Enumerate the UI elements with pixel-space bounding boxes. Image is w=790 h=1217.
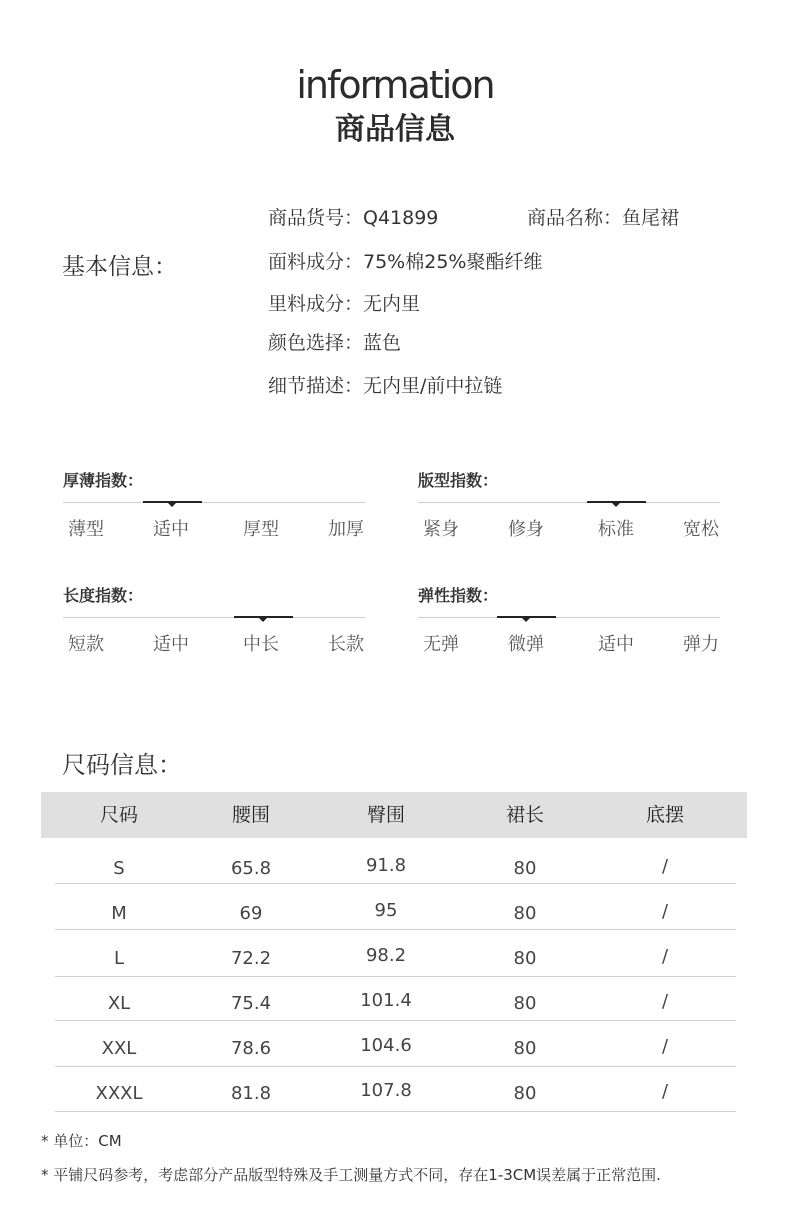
row-divider [55,1066,736,1067]
length-index-track [63,617,365,618]
fit-index-caret [612,503,620,507]
fit-option: 宽松 [683,519,719,540]
cell-length: 80 [513,948,537,969]
cell-hip: 104.6 [360,1035,412,1056]
row-divider [55,1020,736,1021]
cell-hem: / [661,991,669,1012]
thickness-index-label: 厚薄指数： [63,471,144,490]
detail-description: 细节描述：无内里/前中拉链 [268,375,503,397]
header-waist: 腰围 [231,804,270,826]
cell-waist: 78.6 [230,1038,272,1059]
fit-option: 修身 [508,519,544,540]
cell-size: M [111,903,127,924]
cell-hem: / [661,946,669,967]
cell-size: XXXL [95,1083,143,1104]
cell-waist: 75.4 [230,993,272,1014]
cell-hem: / [661,1036,669,1057]
item-number: 商品货号：Q41899 [268,207,439,229]
elasticity-option: 弹力 [683,634,719,655]
length-option: 适中 [153,634,189,655]
header-size: 尺码 [99,804,138,826]
row-divider [55,1111,736,1112]
header-hem: 底摆 [645,804,684,826]
fabric-composition: 面料成分：75%棉25%聚酯纤维 [268,251,543,273]
cell-size: L [113,948,125,969]
thickness-option: 薄型 [68,519,104,540]
thickness-option: 加厚 [328,519,364,540]
cell-waist: 81.8 [230,1083,272,1104]
thickness-option: 厚型 [243,519,279,540]
fit-index-track [418,502,720,503]
cell-hem: / [661,1081,669,1102]
measurement-disclaimer: * 平铺尺码参考，考虑部分产品版型特殊及手工测量方式不同，存在1-3CM误差属于正常范围. [41,1166,661,1184]
color-choice: 颜色选择：蓝色 [268,332,402,354]
lining-composition: 里料成分：无内里 [268,293,421,315]
size-table-header [41,792,747,838]
cell-hem: / [661,856,669,877]
elasticity-option: 无弹 [423,634,459,655]
header-hip: 臀围 [366,804,405,826]
length-option-selected: 中长 [243,634,279,655]
length-option: 长款 [328,634,364,655]
length-option: 短款 [68,634,104,655]
elasticity-index-track [418,617,720,618]
elasticity-index-caret [522,618,530,622]
cell-length: 80 [513,1083,537,1104]
title-english: information [296,63,494,107]
length-index-label: 长度指数： [63,586,144,605]
length-index-caret [259,618,267,622]
row-divider [55,883,736,884]
cell-length: 80 [513,858,537,879]
thickness-option-selected: 适中 [153,519,189,540]
elasticity-index-label: 弹性指数： [418,586,499,605]
cell-size: XL [107,993,131,1014]
cell-hip: 101.4 [360,990,412,1011]
item-name: 商品名称：鱼尾裙 [527,207,680,229]
basic-info-label: 基本信息： [62,254,177,280]
fit-option-selected: 标准 [598,519,634,540]
cell-hem: / [661,901,669,922]
elasticity-option-selected: 微弹 [508,634,544,655]
size-info-label: 尺码信息： [62,751,182,779]
header-skirt-length: 裙长 [505,804,544,826]
cell-waist: 69 [239,903,263,924]
unit-note: * 单位：CM [41,1132,122,1150]
cell-hip: 95 [374,900,398,921]
thickness-index-track [63,502,365,503]
fit-option: 紧身 [423,519,459,540]
elasticity-option: 适中 [598,634,634,655]
cell-hip: 98.2 [365,945,407,966]
row-divider [55,929,736,930]
cell-length: 80 [513,903,537,924]
cell-waist: 65.8 [230,858,272,879]
cell-length: 80 [513,1038,537,1059]
title-chinese: 商品信息 [335,112,455,147]
cell-waist: 72.2 [230,948,272,969]
cell-size: XXL [101,1038,137,1059]
cell-length: 80 [513,993,537,1014]
thickness-index-caret [168,503,176,507]
cell-hip: 91.8 [365,855,407,876]
row-divider [55,976,736,977]
fit-index-label: 版型指数： [418,471,499,490]
cell-hip: 107.8 [360,1080,412,1101]
cell-size: S [113,858,125,879]
